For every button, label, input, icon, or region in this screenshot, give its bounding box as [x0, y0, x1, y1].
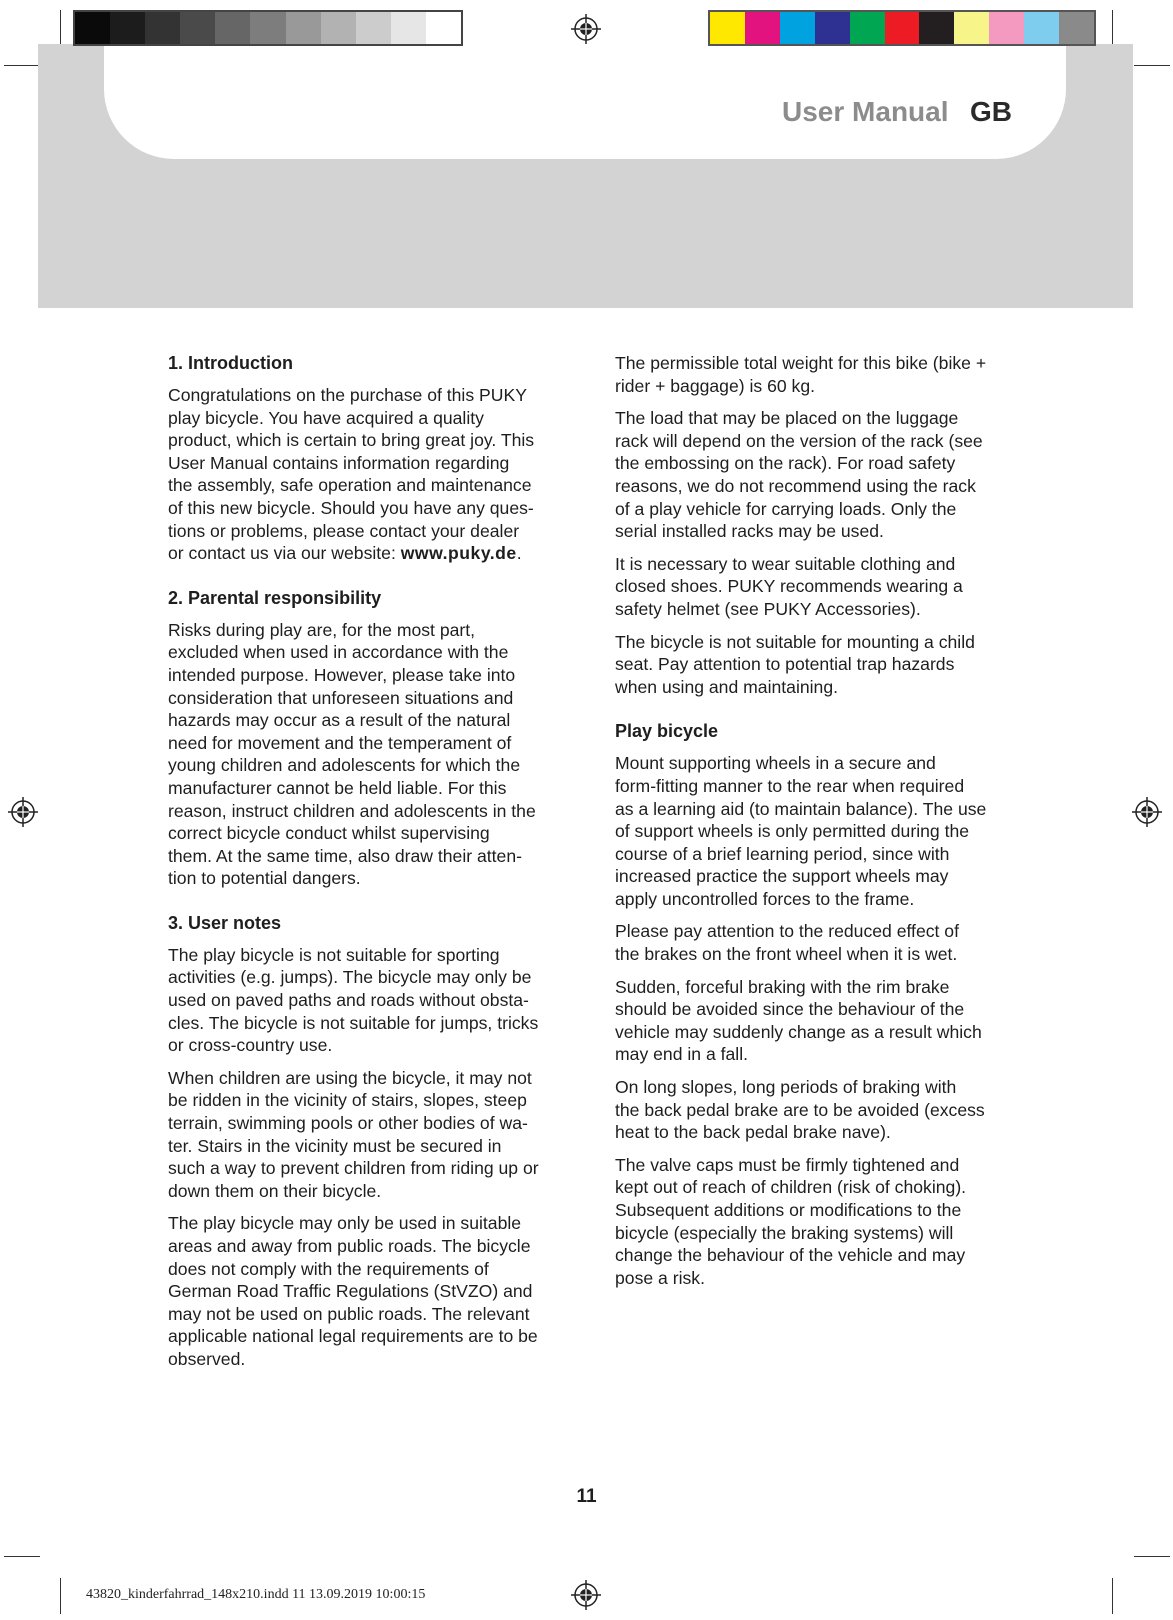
- user-notes-paragraph: The load that may be placed on the luggage rack will depend on the version of the rack (see the embossing on the rack). For road safety reasons, we do not recommend using the rack of a play vehicle for carrying loads. Only the serial installed racks may be used.: [615, 408, 983, 542]
- gray-swatch: [286, 12, 321, 44]
- crop-mark-bottom-right-h: [1134, 1556, 1170, 1557]
- right-column: [615, 352, 1015, 1299]
- color-calibration-strip: [708, 10, 1096, 46]
- gray-swatch: [180, 12, 215, 44]
- play-bicycle-paragraph: The valve caps must be firmly tightened and kept out of reach of children (risk of choking). Subsequent additions or modifications to the bicycle (especially the braking systems) will change the behaviour of the vehicle and may pose a risk.: [615, 1154, 967, 1288]
- color-swatch: [780, 12, 815, 44]
- registration-target-icon: [8, 797, 38, 827]
- registration-target-icon: [571, 1580, 601, 1610]
- registration-target-icon: [571, 14, 601, 44]
- color-swatch: [989, 12, 1024, 44]
- gray-swatch: [426, 12, 461, 44]
- gray-swatch: [250, 12, 285, 44]
- gray-swatch: [321, 12, 356, 44]
- header-title: User Manual: [782, 96, 949, 127]
- page-number: 11: [576, 1486, 597, 1507]
- user-notes-paragraph: The permissible total weight for this bike (bike + rider + baggage) is 60 kg.: [615, 353, 987, 396]
- gray-swatch: [110, 12, 145, 44]
- color-swatch: [745, 12, 780, 44]
- gray-swatch: [391, 12, 426, 44]
- footer-file-info: 43820_kinderfahrrad_148x210.indd 11 13.09.2019 10:00:15: [86, 1587, 426, 1602]
- user-notes-paragraph: When children are using the bicycle, it may not be ridden in the vicinity of stairs, slopes, steep terrain, swimming pools or other bodies of wa- ter. Stairs in the vicinity must be secured in such a way to prevent children from riding up or down them on their bicycle.: [168, 1067, 539, 1201]
- introduction-text: [168, 384, 568, 565]
- color-swatch: [1024, 12, 1059, 44]
- gray-swatch: [215, 12, 250, 44]
- user-notes-paragraph: The bicycle is not suitable for mounting a child seat. Pay attention to potential trap hazards when using and maintaining.: [615, 631, 975, 697]
- color-swatch: [885, 12, 920, 44]
- user-notes-paragraph: The play bicycle is not suitable for sporting activities (e.g. jumps). The bicycle may only be used on paved paths and roads without obsta- cles. The bicycle is not suitable for jumps, tricks or cross-country use.: [168, 944, 539, 1056]
- gray-swatch: [145, 12, 180, 44]
- left-column: [168, 352, 568, 1381]
- section-heading-introduction: 1. Introduction: [168, 353, 293, 373]
- gray-swatch: [75, 12, 110, 44]
- website-link[interactable]: www.puky.de: [400, 543, 517, 564]
- user-notes-paragraph: It is necessary to wear suitable clothing and closed shoes. PUKY recommends wearing a safety helmet (see PUKY Accessories).: [615, 553, 963, 619]
- color-swatch: [919, 12, 954, 44]
- section-heading-play-bicycle: Play bicycle: [615, 721, 719, 742]
- crop-mark-bottom-left-v: [60, 1578, 61, 1614]
- header-lang: GB: [970, 96, 1012, 127]
- color-swatch: [850, 12, 885, 44]
- crop-mark-bottom-right-v: [1112, 1578, 1113, 1614]
- introduction-end: .: [516, 543, 522, 564]
- color-swatch: [1059, 12, 1094, 44]
- introduction-body: Congratulations on the purchase of this PUKY play bicycle. You have acquired a quality product, which is certain to bring great joy. This User Manual contains information regarding the assembly, safe operation and maintenance of this new bicycle. Should you have any ques- tions or problems, please contact your dealer or contact us via our website:: [168, 385, 535, 564]
- section-heading-user-notes: 3. User notes: [168, 912, 282, 933]
- grayscale-calibration-strip: [73, 10, 463, 46]
- registration-target-icon: [1132, 797, 1162, 827]
- color-swatch: [710, 12, 745, 44]
- play-bicycle-paragraph: Sudden, forceful braking with the rim brake should be avoided since the behaviour of the vehicle may suddenly change as a result which may end in a fall.: [615, 976, 982, 1065]
- parental-responsibility-text: Risks during play are, for the most part, excluded when used in accordance with the intended purpose. However, please take into consideration that unforeseen situations and hazards may occur as a result of the natural need for movement and the temperament of young children and adolescents for which the manufacturer cannot be held liable. For this reason, instruct children and adolescents in the correct bicycle conduct whilst supervising them. At the same time, also draw their atten- tion to potential dangers.: [168, 619, 536, 889]
- color-swatch: [815, 12, 850, 44]
- user-notes-paragraph: The play bicycle may only be used in suitable areas and away from public roads. The bicycle does not comply with the requirements of German Road Traffic Regulations (StVZO) and may not be used on public roads. The relevant applicable national legal requirements are to be observed.: [168, 1213, 538, 1369]
- section-heading-parental-responsibility: 2. Parental responsibility: [168, 587, 382, 608]
- play-bicycle-paragraph: On long slopes, long periods of braking with the back pedal brake are to be avoided (excess heat to the back pedal brake nave).: [615, 1077, 985, 1143]
- play-bicycle-paragraph: Mount supporting wheels in a secure and form-fitting manner to the rear when required as a learning aid (to maintain balance). The use of support wheels is only permitted during the course of a brief learning period, since with increased practice the support wheels may apply uncontrolled forces to the frame.: [615, 753, 987, 909]
- play-bicycle-paragraph: Please pay attention to the reduced effect of the brakes on the front wheel when it is wet.: [615, 921, 959, 965]
- color-swatch: [954, 12, 989, 44]
- gray-swatch: [356, 12, 391, 44]
- crop-mark-bottom-left-h: [4, 1556, 40, 1557]
